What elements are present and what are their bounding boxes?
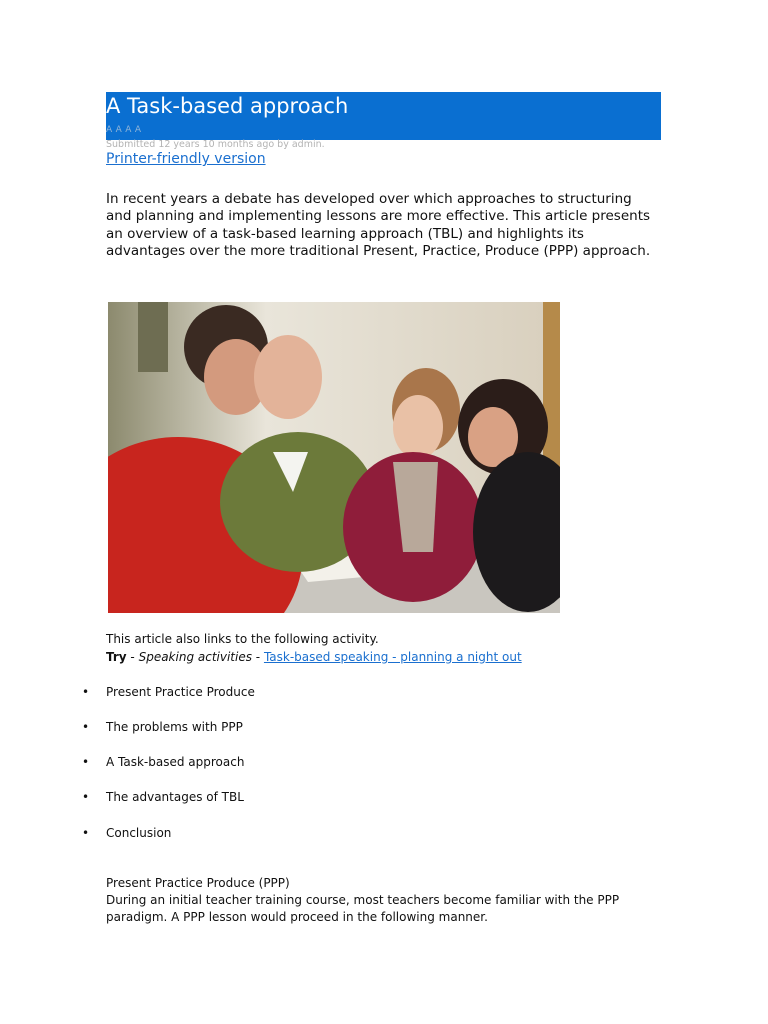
bullet-icon: • (82, 826, 90, 840)
activity-category: Speaking activities (138, 650, 252, 664)
toc-item[interactable] (0, 717, 400, 737)
toc-item-label: Conclusion (106, 826, 172, 840)
section-body-ppp: During an initial teacher training course, most teachers become familiar with the PPP paradigm. A PPP lesson would proceed in the following manner. (106, 893, 620, 924)
toc-item[interactable] (0, 752, 400, 772)
toc-item-label: A Task-based approach (106, 755, 245, 769)
related-activity-block (106, 630, 522, 666)
related-activity-intro: This article also links to the following activity. (106, 632, 379, 646)
bullet-icon: • (82, 685, 90, 699)
toc-item[interactable] (0, 682, 400, 702)
page-title: A Task-based approach (106, 94, 349, 118)
toc-item-label: The advantages of TBL (106, 790, 244, 804)
section-heading-ppp: Present Practice Produce (PPP) (106, 876, 290, 890)
activity-link[interactable]: Task-based speaking - planning a night out (263, 650, 522, 664)
try-label: Try (106, 650, 127, 664)
classroom-photo-illustration (108, 302, 560, 613)
intro-paragraph: In recent years a debate has developed over which approaches to structuring and planning and implementing lessons are more effective. This article presents an overview of a task-based learning approach (TBL) and highlights its advantages over the more traditional Present, Practice, Produce (PPP) approach. (106, 191, 651, 260)
toc-item-label: The problems with PPP (106, 720, 243, 734)
printer-friendly-link[interactable]: Printer-friendly version (106, 151, 266, 167)
bullet-icon: • (82, 755, 90, 769)
toc-item[interactable] (0, 787, 400, 807)
submitted-meta: Submitted 12 years 10 months ago by admin. (106, 139, 325, 150)
title-bar (106, 92, 661, 140)
related-activity-row (106, 648, 522, 666)
separator-1: - (126, 650, 139, 664)
toc-item[interactable] (0, 823, 400, 843)
classroom-photo (108, 302, 560, 613)
toc-item-label: Present Practice Produce (106, 685, 255, 699)
bullet-icon: • (82, 720, 90, 734)
font-size-controls[interactable]: A A A A (106, 125, 142, 135)
separator-2: - (251, 650, 264, 664)
bullet-icon: • (82, 790, 90, 804)
